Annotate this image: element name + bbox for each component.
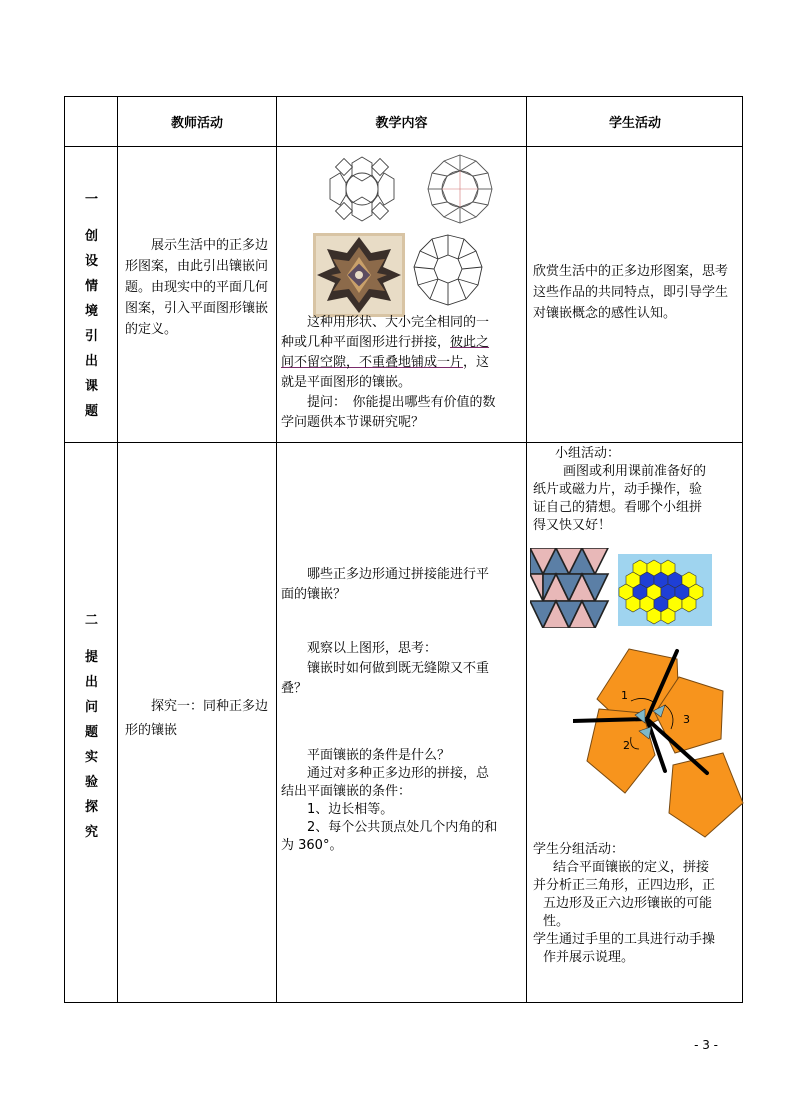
stage-label <box>65 187 118 424</box>
stage-char: 问 <box>84 700 98 715</box>
q2-line: 镶嵌时如何做到既无缝隙又不重 <box>307 661 490 676</box>
group-text-line: 画图或利用课前准备好的 <box>563 464 707 479</box>
q3-line: 平面镶嵌的条件是什么？ <box>307 748 451 763</box>
stage-number: 二 <box>84 613 98 628</box>
tessellation-ring-image <box>320 151 404 227</box>
stage-number: 一 <box>84 192 98 207</box>
def-line: ，这 <box>463 355 490 370</box>
lesson-table <box>64 96 743 1003</box>
group-text-line: 证自己的猜想。看哪个小组拼 <box>533 500 703 515</box>
stage-char: 境 <box>84 304 98 319</box>
split-text-line: 五边形及正六边形镶嵌的可能 <box>543 896 713 911</box>
stage-char: 题 <box>84 725 98 740</box>
q3-line: 为 360°。 <box>281 838 343 853</box>
split-title: 学生分组活动： <box>533 842 625 857</box>
row-divider <box>65 146 742 147</box>
content-question-3 <box>281 747 523 855</box>
stage-char: 设 <box>84 254 98 269</box>
stage-char: 验 <box>84 775 98 790</box>
header-student: 学生活动 <box>608 116 661 131</box>
q3-line: 2、每个公共顶点处几个内角的和 <box>307 820 498 835</box>
q1-line: 面的镶嵌？ <box>281 587 347 602</box>
split-text-line: 学生通过手里的工具进行动手操 <box>533 932 716 947</box>
stage-char: 课 <box>84 379 98 394</box>
row-divider <box>65 442 742 443</box>
stage-char: 题 <box>84 404 98 419</box>
split-text-line: 作并展示说理。 <box>543 950 635 965</box>
pentagon-angle-image <box>573 643 745 843</box>
dodecagon-tiling-image <box>410 231 486 311</box>
page-number: - 3 - <box>694 1038 718 1052</box>
triangle-tiling-image <box>530 548 612 628</box>
q1-line: 哪些正多边形通过拼接能进行平 <box>307 567 490 582</box>
stage-char: 实 <box>84 750 98 765</box>
stage-char: 引 <box>84 329 98 344</box>
def-line-underlined: 间不留空隙，不重叠地铺成一片 <box>281 355 464 370</box>
stage-label <box>65 608 118 845</box>
angle-label: 3 <box>683 713 690 726</box>
question-line: 提问： 你能提出哪些有价值的数 <box>307 395 496 410</box>
def-line: 种或几种平面图形进行拼接， <box>281 335 451 350</box>
def-line: 就是平面图形的镶嵌。 <box>281 375 412 390</box>
group-activity <box>533 445 739 535</box>
header-teacher: 教师活动 <box>170 116 223 131</box>
split-text-line: 并分析正三角形，正四边形，正 <box>533 878 716 893</box>
tessellation-definition <box>281 313 523 433</box>
content-question-2 <box>281 639 523 699</box>
teacher-activity-1: 展示生活中的正多边形图案，由此引出镶嵌问题。由现实中的平面几何图案，引入平面图形镶嵌的定义。 <box>125 238 269 337</box>
stage-char: 创 <box>84 229 98 244</box>
q3-line: 结出平面镶嵌的条件： <box>281 784 412 799</box>
group-split-activity <box>533 841 741 967</box>
col-divider <box>526 97 527 1002</box>
group-title: 小组活动： <box>555 446 621 461</box>
q2-line: 观察以上图形，思考： <box>307 641 438 656</box>
teacher-activity-2: 探究一：同种正多边形的镶嵌 <box>125 699 269 738</box>
group-text-line: 纸片或磁力片，动手操作，验 <box>533 482 703 497</box>
stage-char: 情 <box>84 279 98 294</box>
def-line-underlined: 彼此之 <box>450 335 490 350</box>
marble-mosaic-image <box>313 233 405 317</box>
student-activity-1: 欣赏生活中的正多边形图案，思考这些作品的共同特点，即引导学生对镶嵌概念的感性认知。 <box>533 264 729 321</box>
split-text-line: 结合平面镶嵌的定义，拼接 <box>553 860 710 875</box>
stage-char: 提 <box>84 650 98 665</box>
q3-line: 通过对多种正多边形的拼接，总 <box>307 766 490 781</box>
def-line: 这种用形状、大小完全相同的一 <box>307 315 490 330</box>
stage-char: 出 <box>84 675 98 690</box>
hexagon-tiling-image <box>618 554 712 626</box>
q3-line: 1、边长相等。 <box>307 802 394 817</box>
angle-label: 1 <box>621 689 628 702</box>
angle-label: 2 <box>623 739 630 752</box>
split-text-line: 性。 <box>543 914 570 929</box>
stage-char: 探 <box>84 800 98 815</box>
stage-char: 究 <box>84 825 98 840</box>
stage-char: 出 <box>84 354 98 369</box>
group-text-line: 得又快又好！ <box>533 518 612 533</box>
tessellation-triangle-ring-image <box>420 151 500 227</box>
q2-line: 叠？ <box>281 681 308 696</box>
col-divider <box>276 97 277 1002</box>
content-question-1 <box>281 565 523 605</box>
question-line: 学问题供本节课研究呢？ <box>281 415 425 430</box>
header-content: 教学内容 <box>375 116 428 131</box>
